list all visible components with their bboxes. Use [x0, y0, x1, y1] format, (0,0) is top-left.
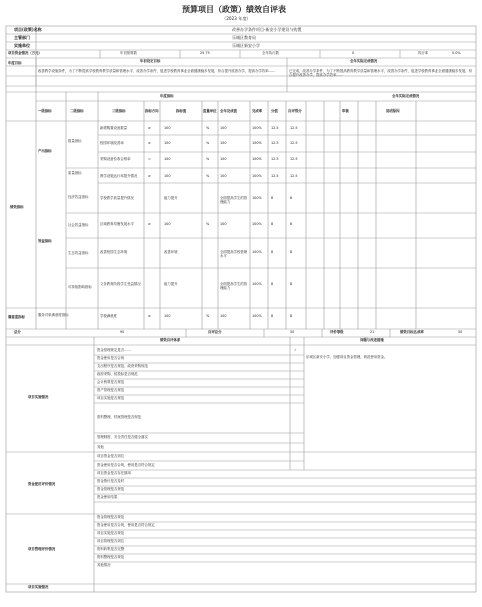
indicator-rate-cell: 100%	[252, 174, 262, 178]
indicator-name-cell: 教学设施运行率提升情况	[100, 174, 138, 178]
l2-ecology: 生态效益指标	[68, 251, 89, 255]
l2-quality: 质量指标	[68, 171, 82, 175]
header-rate: 完成率	[252, 109, 263, 113]
indicator-val-cell: 改善环境	[164, 250, 178, 254]
indicator-complete-cell: 100	[220, 126, 227, 130]
indicator-unit-cell: %	[206, 222, 210, 226]
section-a-row-label: 项目实施情况	[28, 395, 49, 399]
indicator-rate-cell: 100%	[252, 314, 262, 318]
indicator-name-cell: 义务教育阶段学生受益情况	[100, 282, 141, 286]
indicator-self-cell: 8	[290, 196, 293, 200]
l2-satisfaction: 服务对象满意度指标	[38, 313, 69, 317]
actual-block-heading: 全年实际完成情况	[392, 94, 420, 98]
total-label: 总分	[14, 330, 21, 334]
section_a-item: 资金使用是否合规	[97, 356, 125, 360]
exec-rate-label: 执行率	[418, 51, 429, 55]
section_a-item: 管理制度、安全责任是否健全落实	[97, 435, 148, 439]
goal-expected-label: 年初设定目标	[140, 59, 161, 63]
section_c-item: 项目管理是否到位	[97, 539, 125, 543]
header-remark: 说明原因	[386, 109, 400, 113]
indicator-val-cell: 100	[164, 157, 171, 161]
header-unit: 度量单位	[203, 109, 217, 113]
indicator-dir-cell: ≥	[148, 314, 151, 318]
grade-value: 21	[370, 330, 375, 334]
budget-label: 项目资金情况（万元）	[8, 51, 42, 55]
goal-actual-label: 全年实际完成情况	[350, 59, 378, 63]
checkmark-icon: ✓	[294, 348, 297, 352]
project-name-value: 改善办学条件项目-新安小学建设与购置	[232, 27, 302, 32]
indicator-unit-cell: %	[206, 126, 210, 130]
header-level3: 三级指标	[112, 109, 126, 113]
indicator-self-cell: 12.5	[290, 141, 298, 145]
header-direction: 指标方向	[145, 109, 159, 113]
dept-label: 主管部门	[14, 35, 30, 40]
section-c-row-label: 项目管理评价情况	[28, 547, 56, 551]
self-score-label: 自评总分	[208, 330, 222, 334]
unit-value: 乐城区新安小学	[232, 43, 260, 48]
budget-total-value: 25.75	[200, 51, 210, 55]
indicator-name-cell: 采购设备验收合格率	[100, 157, 131, 161]
l2-economic: 经济效益指标	[68, 195, 89, 199]
l1-satisfaction: 满意度指标	[8, 315, 25, 319]
indicator-rate-cell: 100%	[252, 126, 262, 130]
indicator-name-cell: 学校教学质量提升情况	[100, 196, 134, 200]
footer-label: 项目实施情况	[28, 585, 49, 589]
section_a-item: 资产管理是否规范	[97, 388, 125, 392]
indicator-score-cell: 8	[271, 250, 274, 254]
indicator-dir-cell: ≥	[148, 126, 151, 130]
indicator-complete-cell: 100	[220, 314, 227, 318]
section-b-row-label: 资金使用评价情况	[28, 482, 56, 486]
header-audit: 审核	[342, 109, 349, 113]
indicator-complete-cell: 100	[220, 141, 227, 145]
indicator-rate-cell: 100%	[252, 222, 262, 226]
section_a-item: 政府采购、招投标是否规范	[97, 372, 138, 376]
section_b-item: 项目资金是否到位	[97, 454, 125, 458]
l2-sustain: 可持续影响指标	[68, 285, 92, 289]
section_c-item: 项目实施是否规范	[97, 531, 125, 535]
l2-quantity: 数量指标	[68, 139, 82, 143]
self-score-value: 50	[290, 330, 295, 334]
indicator-score-cell: 12.5	[271, 174, 279, 178]
indicator-complete-cell: 100	[220, 222, 227, 226]
indicator-self-cell: 8	[290, 250, 293, 254]
section_b-item: 资金管理是否规范	[97, 487, 125, 491]
indicator-self-cell: 8	[290, 282, 293, 286]
indicator-val-cell: 100	[164, 222, 171, 226]
indicator-val-cell: 100	[164, 141, 171, 145]
section_a-item: 支出程序是否规范、政府采购规范	[97, 364, 148, 368]
indicator-score-cell: 8	[271, 222, 274, 226]
indicator-val-cell: 能力提升	[164, 196, 178, 200]
indicators-label: 绩效指标	[10, 205, 24, 209]
header-self-score: 自评得分	[288, 109, 302, 113]
section_a-item: 会计核算是否规范	[97, 380, 125, 384]
l1-effect: 效益指标	[38, 239, 52, 243]
section_c-item: 资金管理是否规范	[97, 515, 125, 519]
section-a-title: 绩效自评体系	[160, 338, 181, 342]
section_a-item: 其他	[97, 445, 104, 449]
total-value: 90	[120, 330, 125, 334]
indicator-self-cell: 8	[290, 222, 293, 226]
goal-expected-text: 改善教学设施条件，为了不断提高学校教育教学质量和管理水平，改善办学条件，促进学校教育事业全面健康稳步发展，综合提升改善办学，提高办学效率……	[38, 69, 276, 73]
indicator-dir-cell: =	[148, 157, 151, 161]
header-level1: 一级指标	[38, 109, 52, 113]
indicator-dir-cell: ≥	[148, 222, 151, 226]
indicator-name-cell: 校园环境改善率	[100, 141, 124, 145]
indicator-complete-cell: 100	[220, 174, 227, 178]
indicator-complete-cell: 100	[220, 157, 227, 161]
budget-total-label: 年初预算数	[120, 51, 137, 55]
ratio-label: 绩效目标达成率	[400, 330, 424, 334]
section_c-item: 其他情况	[97, 563, 111, 567]
indicator-self-cell: 8	[290, 314, 293, 318]
indicator-rate-cell: 100%	[252, 141, 262, 145]
indicator-dir-cell: ≥	[148, 174, 151, 178]
indicator-score-cell: 8	[271, 314, 274, 318]
indicator-rate-cell: 100%	[252, 250, 262, 254]
indicator-rate-cell: 100%	[252, 157, 262, 161]
indicator-val-cell: 能力提升	[164, 282, 178, 286]
indicator-name-cell: 改善校园生态环境	[100, 250, 128, 254]
indicator-unit-cell: %	[206, 314, 210, 318]
budget-exec-value: 0	[352, 51, 355, 55]
l2-social: 社会效益指标	[68, 223, 89, 227]
section_a-item: 项目实施是否规范	[97, 396, 125, 400]
indicator-unit-cell: %	[206, 157, 210, 161]
section_b-item: 项目资金是否存在挪用	[97, 471, 131, 475]
indicator-score-cell: 12.5	[271, 141, 279, 145]
page-subtitle: （2023 年度）	[222, 16, 251, 21]
header-value: 指标值	[176, 109, 187, 113]
indicator-name-cell: 学校满意度	[100, 314, 117, 318]
section-a-note: 乐城区新安小学，加强项目资金管理，规范使用资金。	[306, 355, 388, 359]
section_b-item: 资金使用结果	[97, 495, 118, 499]
indicator-rate-cell: 100%	[252, 282, 262, 286]
indicator-unit-cell: %	[206, 174, 210, 178]
indicator-self-cell: 12.5	[290, 126, 298, 130]
header-complete: 全年完成值	[220, 109, 237, 113]
year-goal-label: 年度目标	[8, 61, 22, 65]
header-level2: 二级指标	[70, 109, 84, 113]
indicator-dir-cell: ≥	[148, 141, 151, 145]
indicator-score-cell: 12.5	[271, 157, 279, 161]
indicator-name-cell: 区域教育均衡发展水平	[100, 222, 134, 226]
indicator-complete-cell: 全面提高学生的管理能力	[220, 196, 248, 205]
section_c-item: 资料整理是否规范	[97, 555, 125, 559]
indicator-score-cell: 12.5	[271, 126, 279, 130]
page-title: 预算项目（政策）绩效自评表	[182, 5, 286, 14]
year-indicator-heading: 年度指标	[160, 94, 174, 98]
indicator-complete-cell: 全面提高学校管理水平	[220, 250, 248, 259]
budget-exec-label: 全年执行数	[262, 51, 279, 55]
dept-value: 乐城区教育局	[232, 35, 256, 40]
indicator-score-cell: 8	[271, 282, 274, 286]
project-name-label: 项目(政策)名称	[14, 27, 42, 32]
exec-rate-value: 0.0%	[452, 51, 461, 55]
indicator-unit-cell: %	[206, 141, 210, 145]
header-score: 分值	[271, 109, 278, 113]
indicator-name-cell: 新增购置设备数量	[100, 126, 128, 130]
l1-output: 产出指标	[38, 149, 52, 153]
section-a-col2: 问题与改进措施	[360, 338, 384, 342]
indicator-rate-cell: 100%	[252, 196, 262, 200]
section_a-item: 资金管理规定是否……	[97, 348, 131, 352]
indicator-val-cell: 100	[164, 314, 171, 318]
indicator-val-cell: 100	[164, 126, 171, 130]
section_c-item: 资金使用是否合规，使用是否符合规定	[97, 523, 155, 527]
section_b-item: 资金使用是否合规，使用是否符合规定	[97, 463, 155, 467]
unit-label: 实施单位	[14, 43, 30, 48]
section_a-item: 资料整理、档案管理是否规范	[97, 415, 142, 419]
indicator-complete-cell: 全面提高学生的管理能力	[220, 282, 248, 291]
indicator-self-cell: 12.5	[290, 174, 298, 178]
indicator-self-cell: 12.5	[290, 157, 298, 161]
grade-label: 评价等级	[330, 330, 344, 334]
indicator-val-cell: 100	[164, 174, 171, 178]
section_c-item: 资料收集是否完整	[97, 547, 125, 551]
goal-actual-text: 已完成，改善办学条件，为了不断提高教育教学质量和管理水平，改善办学条件，促进学校教育事业全面健康稳步发展，综合提升改善办学，提高办学效率……	[289, 69, 473, 78]
indicator-score-cell: 8	[271, 196, 274, 200]
section_b-item: 资金拨付是否及时	[97, 479, 125, 483]
ratio-value: 50	[458, 330, 463, 334]
